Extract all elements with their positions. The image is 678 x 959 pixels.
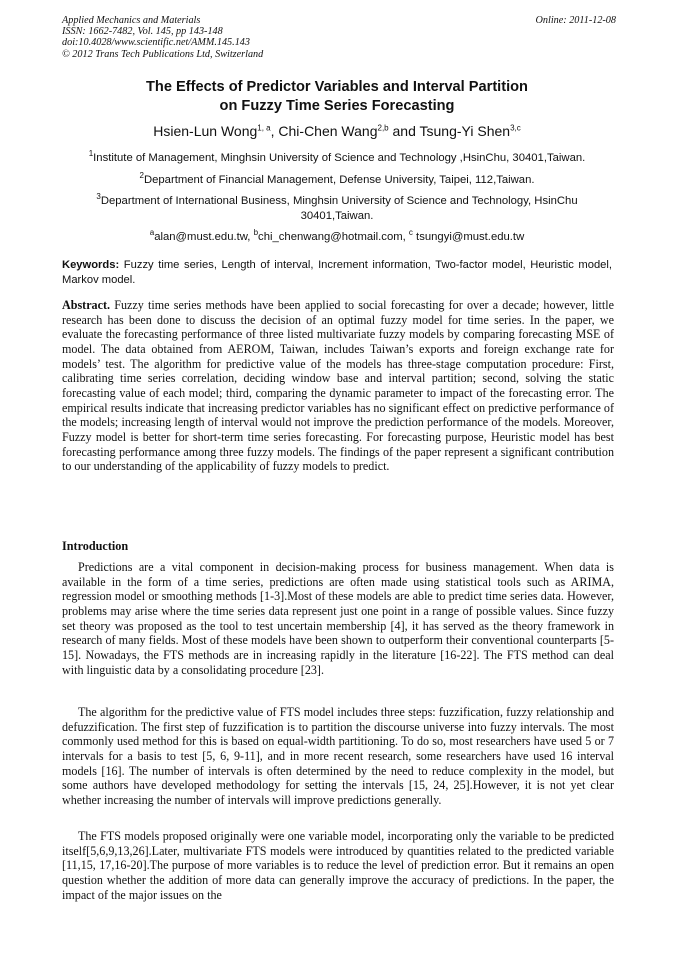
affiliation-2-marker: 2 [139, 171, 144, 181]
author-and: and [388, 123, 420, 139]
affiliation-3-line-1: Department of International Business, Minghsin University of Science and Technology, HsinChu [100, 195, 578, 207]
author-2: Chi-Chen Wang [278, 123, 378, 139]
keywords-label: Keywords: [62, 259, 120, 271]
author-3-marker: 3,c [510, 123, 521, 133]
intro-paragraph-2: The algorithm for the predictive value of FTS model includes three steps: fuzzification, fuzzy relationship and defuzzification. The first step of fuzzification is to partition the discourse universe into fuzzy intervals. The most commonly used method for this is based on equal-width partitioning. To do so, most researchers have used 5 or 7 intervals for a basis to test [5, 6, 9-11], and in more recent research, some researchers have used 16 interval models [16]. The number of intervals is often determined by the need to reduce complexity in the model, but some authors have developed methodology for setting the intervals [15, 24, 25].However, it is not yet clear whether increasing the number of intervals will improve predictions generally. [62, 705, 614, 807]
email-c-marker: c [408, 228, 413, 238]
affiliation-3 [62, 194, 612, 224]
email-line [62, 230, 612, 245]
author-1-marker: 1, a [257, 123, 271, 133]
author-list [62, 122, 612, 140]
online-date: Online: 2011-12-08 [535, 15, 616, 26]
email-c: tsungyi@must.edu.tw [412, 231, 525, 243]
doi-line: doi:10.4028/www.scientific.net/AMM.145.143 [62, 37, 250, 49]
intro-paragraph-3: The FTS models proposed originally were one variable model, incorporating only the variable to be predicted itself[5,6,9,13,26].Later, multivariate FTS models were introduced by quantities related to the predicted variable [11,15, 17,16-20].The purpose of more variables is to reduce the level of prediction error. But it remains an open question whether the addition of more data can generally improve the accuracy of predictions. In the paper, the impact of the major issues on the [62, 829, 614, 902]
email-b-marker: b [253, 228, 259, 238]
intro-paragraph-1: Predictions are a vital component in decision-making process for business management. When data is available in the form of a time series, predictions are often made using statistical tools such as ARIMA, regression model or smoothing methods [1-3].Most of these models are able to predict time series data. However, problems may arise where the time series data represent just one point in a range of possible values. Since fuzzy set theory was proposed as the tool to test uncertain membership [4], it has served as the theory framework in research of many fields. Most of these models have been shown to outperform their conventional counterparts [5-15]. Nowadays, the FTS methods are in increasing rapidly in the literature [16-22]. The FTS method can deal with linguistic data by a consolidating procedure [23]. [62, 560, 614, 677]
keywords [62, 258, 612, 287]
section-heading-introduction: Introduction [62, 539, 129, 553]
abstract-label: Abstract. [62, 298, 111, 312]
abstract-text: Fuzzy time series methods have been applied to social forecasting for over a decade; however, little research has been done to discuss the decision of an optimal fuzzy model for time series. In the paper, we evaluate the forecasting performance of three listed multivariate fuzzy models by comparing forecasting MSE of model. The data obtained from AEROM, Taiwan, includes Taiwan’s exports and foreign exchange rate for models’ test. The algorithm for predictive value of the models has three-stage computation procedure: First, calibrating time series correlation, deciding window base and interval partition; second, solving the static forecasting value of each model; third, comparing the dynamic parameter to impact of the forecasting error. The empirical results indicate that increasing predictor variables has no significant effect on predictive performance of the models; increasing length of interval would not improve the prediction performance of the models. Moreover, Fuzzy model is better for short-term time series forecasting. For forecasting purpose, Heuristic model has best forecasting performance among three fuzzy models. The findings of the paper represent a significant contribution to our understanding of the applicability of fuzzy models to predict. [62, 298, 614, 474]
author-1: Hsien-Lun Wong [153, 123, 258, 139]
abstract [62, 298, 614, 474]
title-line-1: The Effects of Predictor Variables and Interval Partition [146, 79, 528, 95]
affiliation-3-line-2: 30401,Taiwan. [300, 210, 374, 222]
email-a-marker: a [149, 228, 155, 238]
affiliation-1-marker: 1 [88, 149, 94, 159]
author-separator: , [270, 123, 279, 139]
email-a: alan@must.edu.tw, [154, 231, 254, 243]
author-2-marker: 2,b [377, 123, 389, 133]
email-b: chi_chenwang@hotmail.com, [258, 231, 409, 243]
issn-line: ISSN: 1662-7482, Vol. 145, pp 143-148 [62, 26, 223, 38]
affiliation-1-text: Institute of Management, Minghsin University of Science and Technology ,HsinChu, 30401,Taiwan. [93, 152, 586, 164]
author-3: Tsung-Yi Shen [419, 123, 511, 139]
paper-title [62, 78, 612, 116]
affiliation-2 [62, 173, 612, 188]
keywords-text: Fuzzy time series, Length of interval, Increment information, Two-factor model, Heuristic model, Markov model. [62, 259, 612, 286]
journal-header [62, 15, 616, 60]
affiliation-1 [62, 151, 612, 166]
title-line-2: on Fuzzy Time Series Forecasting [219, 98, 455, 114]
journal-name: Applied Mechanics and Materials [62, 15, 201, 26]
affiliation-2-text: Department of Financial Management, Defense University, Taipei, 112,Taiwan. [143, 174, 535, 186]
affiliation-3-marker: 3 [96, 192, 101, 202]
copyright-line: © 2012 Trans Tech Publications Ltd, Switzerland [62, 48, 264, 60]
